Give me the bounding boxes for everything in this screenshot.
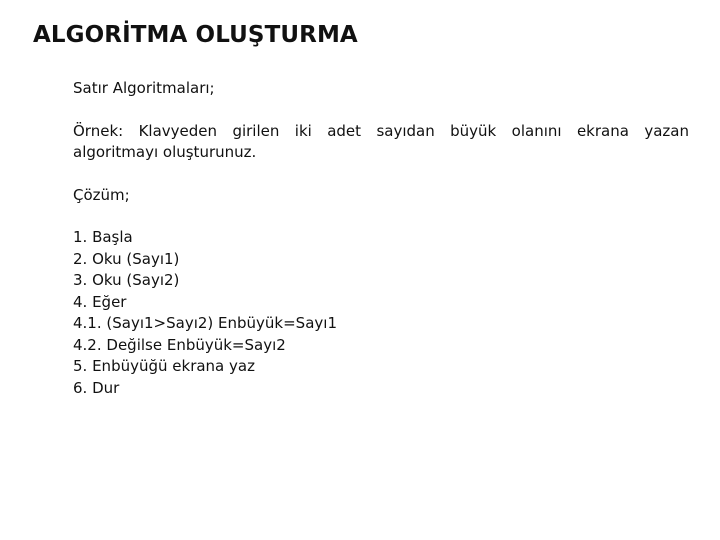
step-item: 4. Eğer <box>73 292 127 311</box>
page-title: ALGORİTMA OLUŞTURMA <box>33 22 358 48</box>
step-item: 6. Dur <box>73 378 120 397</box>
slide-content <box>73 78 689 399</box>
example-line-2: algoritmayı oluşturunuz. <box>73 143 257 161</box>
step-item: 4.2. Değilse Enbüyük=Sayı2 <box>73 335 286 354</box>
step-item: 2. Oku (Sayı1) <box>73 249 180 268</box>
solution-label: Çözüm; <box>73 185 130 204</box>
step-item: 5. Enbüyüğü ekrana yaz <box>73 357 255 375</box>
subheading: Satır Algoritmaları; <box>73 79 215 97</box>
algorithm-steps <box>73 227 689 399</box>
step-item: 4.1. (Sayı1>Sayı2) Enbüyük=Sayı1 <box>73 314 337 332</box>
step-item: 1. Başla <box>73 228 133 246</box>
step-item: 3. Oku (Sayı2) <box>73 271 180 289</box>
example-text <box>73 121 689 164</box>
example-line-1: Örnek: Klavyeden girilen iki adet sayıdan büyük olanını ekrana yazan <box>73 121 689 140</box>
